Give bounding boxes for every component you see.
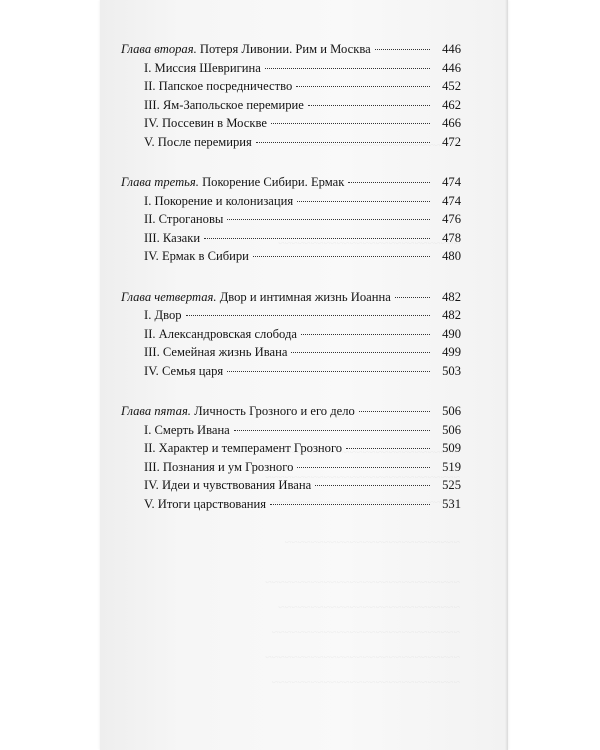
chapter-label: Глава четвертая. — [121, 289, 217, 304]
chapter-4 — [121, 288, 461, 381]
chapter-heading — [121, 40, 461, 59]
dot-leader — [297, 467, 430, 468]
page-number: 482 — [442, 289, 461, 304]
dot-leader — [265, 68, 430, 69]
section-title: II. Строгановы — [144, 212, 224, 227]
page-number: 519 — [442, 459, 461, 474]
section-title: III. Ям-Запольское перемирие — [144, 97, 304, 112]
chapter-title: Потеря Ливонии. Рим и Москва — [199, 42, 371, 56]
chapter-label: Глава вторая. — [121, 42, 197, 56]
section-title: III. Познания и ум Грозного — [144, 459, 294, 474]
section-entry — [121, 495, 461, 514]
section-entry — [121, 439, 461, 458]
page-number: 525 — [442, 478, 461, 493]
dot-leader — [204, 238, 430, 239]
dot-leader — [315, 485, 430, 486]
section-entry — [121, 421, 461, 440]
section-title: II. Папское посредничество — [144, 79, 293, 94]
dot-leader — [348, 182, 430, 183]
page-number: 531 — [442, 496, 461, 511]
chapter-heading — [121, 402, 461, 421]
section-title: I. Миссия Шевригина — [144, 60, 261, 75]
dot-leader — [346, 448, 430, 449]
dot-leader — [227, 371, 430, 372]
section-title: II. Характер и темперамент Грозного — [144, 441, 343, 456]
chapter-label: Глава пятая. — [121, 404, 191, 418]
section-entry — [121, 476, 461, 495]
section-title: IV. Поссевин в Москве — [144, 116, 267, 131]
chapter-label: Глава третья. — [121, 175, 199, 190]
page-number: 480 — [442, 249, 461, 264]
section-title: I. Двор — [144, 308, 182, 323]
section-title: III. Семейная жизнь Ивана — [144, 345, 288, 360]
dot-leader — [297, 201, 430, 202]
chapter-heading — [121, 288, 461, 307]
chapter-title: Двор и интимная жизнь Иоанна — [219, 289, 391, 304]
section-entry — [121, 306, 461, 325]
dot-leader — [253, 256, 430, 257]
page-number: 446 — [442, 42, 461, 56]
dot-leader — [359, 411, 430, 412]
section-entry — [121, 247, 461, 266]
dot-leader — [375, 49, 430, 50]
section-entry — [121, 229, 461, 248]
page-number: 506 — [442, 422, 461, 437]
page-number: 472 — [442, 134, 461, 149]
dot-leader — [234, 430, 430, 431]
section-entry — [121, 325, 461, 344]
dot-leader — [256, 142, 430, 143]
section-title: IV. Семья царя — [144, 363, 224, 378]
dot-leader — [271, 123, 430, 124]
page-number: 466 — [442, 116, 461, 131]
chapter-title: Личность Грозного и его дело — [194, 404, 355, 418]
section-entry — [121, 362, 461, 381]
dot-leader — [186, 315, 430, 316]
section-entry — [121, 133, 461, 152]
page-number: 476 — [442, 212, 461, 227]
section-entry — [121, 192, 461, 211]
chapter-heading — [121, 173, 461, 192]
dot-leader — [308, 105, 430, 106]
section-title: V. Итоги царствования — [144, 496, 267, 511]
section-title: V. После перемирия — [144, 134, 252, 149]
dot-leader — [296, 86, 430, 87]
section-entry — [121, 59, 461, 78]
page-number: 462 — [442, 97, 461, 112]
dot-leader — [227, 219, 430, 220]
section-title: IV. Идеи и чувствования Ивана — [144, 478, 312, 493]
section-title: III. Казаки — [144, 230, 201, 245]
page-number: 506 — [442, 404, 461, 418]
page-number: 446 — [442, 60, 461, 75]
page-number: 452 — [442, 79, 461, 94]
dot-leader — [291, 352, 430, 353]
chapter-2 — [121, 40, 461, 152]
dot-leader — [395, 297, 430, 298]
page-number: 482 — [442, 308, 461, 323]
section-entry — [121, 96, 461, 115]
page-number: 503 — [442, 363, 461, 378]
page-number: 474 — [442, 193, 461, 208]
section-entry — [121, 114, 461, 133]
chapter-title: Покорение Сибири. Ермак — [202, 175, 345, 190]
section-entry — [121, 343, 461, 362]
section-title: I. Смерть Ивана — [144, 422, 230, 437]
page-number: 509 — [442, 441, 461, 456]
section-entry — [121, 458, 461, 477]
page-number: 490 — [442, 326, 461, 341]
page-number: 478 — [442, 230, 461, 245]
section-entry — [121, 77, 461, 96]
dot-leader — [270, 504, 430, 505]
section-title: IV. Ермак в Сибири — [144, 249, 249, 264]
page-number: 499 — [442, 345, 461, 360]
page-number: 474 — [442, 175, 461, 190]
dot-leader — [301, 334, 430, 335]
chapter-5 — [121, 402, 461, 514]
table-of-contents — [121, 40, 461, 535]
section-title: I. Покорение и колонизация — [144, 193, 294, 208]
chapter-3 — [121, 173, 461, 266]
section-title: II. Александровская слобода — [144, 326, 297, 341]
section-entry — [121, 210, 461, 229]
